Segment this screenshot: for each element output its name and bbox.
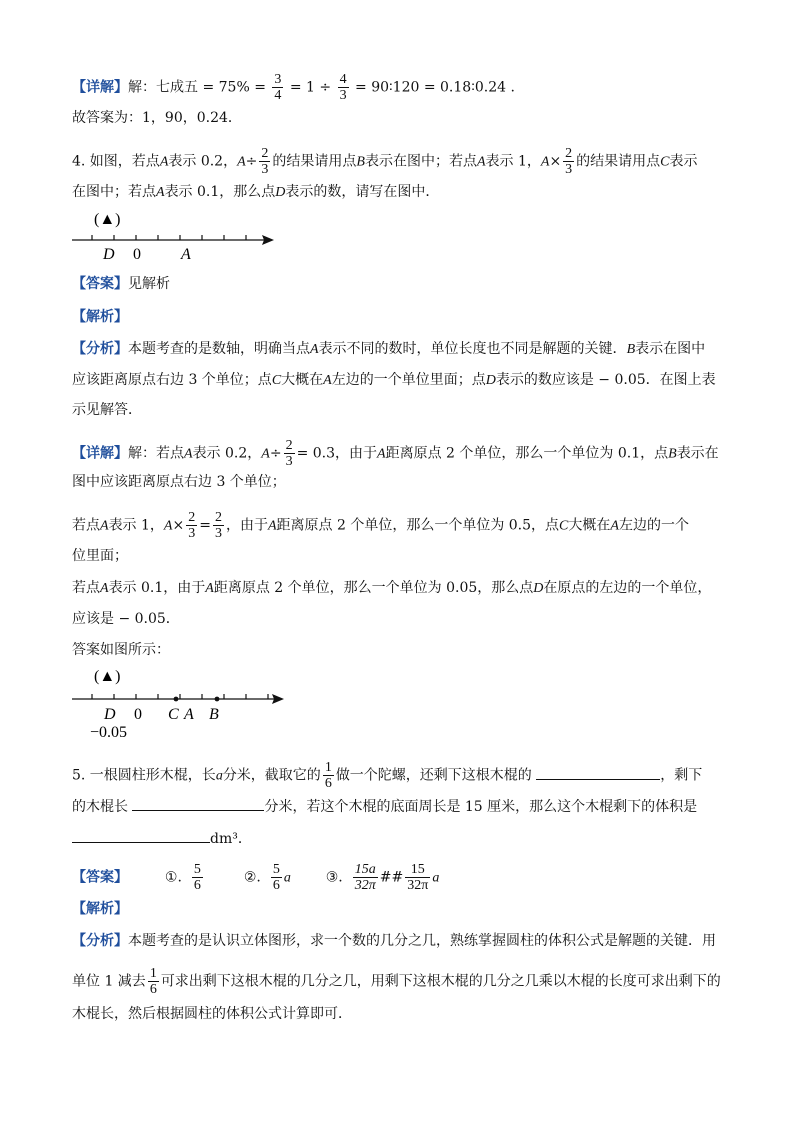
q4-answer-line: 【答案】见解析	[72, 276, 170, 292]
label-neg-0-05: −0.05	[90, 724, 128, 741]
fraction-2-3: $\frac{2}{3}$	[261, 146, 269, 177]
q5-fenxi-line2: 单位 1 减去 $\frac{1}{6}$ 可求出剩下这根木棍的几分之几，用剩下这根木棍的几分之几乘以木棍的长度可求出剩下的	[72, 966, 721, 997]
answer-1-fraction: $\frac{5}{6}$	[193, 862, 201, 893]
number-line-question	[66, 205, 286, 267]
q4-fenxi-line2: 应该距离原点右边 3 个单位；点C大概在A左边的一个单位里面；点D表示的数应该是 − 0.05．在图上表	[72, 372, 716, 388]
label-D: D	[104, 706, 116, 723]
detail-prefix: 解：七成五	[128, 79, 198, 96]
q4-detail-line3: 若点A表示 1，A× $\frac{2}{3}$ = $\frac{2}{3}$ ，由于A距离原点 2 个单位，那么一个单位为 0.5，点C大概在A左边的一个	[72, 510, 689, 541]
q5-answer-line: 【答案】 ①. $\frac{5}{6}$ ②. $\frac{5}{6}$ a ③. $\frac{15a}{32\pi}$ ## $\frac{15}{32\pi}$ a	[72, 862, 440, 893]
q4-detail-line6: 应该是 − 0.05．	[72, 611, 180, 627]
number-line-answer	[66, 662, 296, 742]
fraction-4-3: $\frac{4}{3}$	[339, 72, 347, 103]
label-A: A	[184, 706, 194, 723]
q4-detail-line2: 图中应该距离原点右边 3 个单位；	[72, 474, 286, 490]
fraction-3-4: $\frac{3}{4}$	[274, 72, 282, 103]
fraction-1-6: $\frac{1}{6}$	[324, 760, 332, 791]
answer-marker-label: (▲)	[94, 668, 121, 685]
q5-line3: dm³．	[72, 828, 252, 849]
prev-detail-line	[72, 72, 515, 103]
point-B	[215, 697, 220, 702]
detail-eq2: = 1 ÷	[289, 79, 332, 96]
q5-fenxi-line1: 【分析】本题考查的是认识立体图形，求一个数的几分之几，熟练掌握圆柱的体积公式是解题的关键．用	[72, 933, 716, 949]
q4-detail-line7: 答案如图所示：	[72, 642, 170, 658]
label-zero: 0	[133, 246, 141, 263]
label-zero: 0	[134, 706, 142, 723]
q4-fenxi-line1: 【分析】本题考查的是数轴，明确当点A表示不同的数时，单位长度也不同是解题的关键．B表示在图中	[72, 341, 706, 357]
q4-analysis-tag: 【解析】	[72, 309, 128, 325]
answer-3-fraction-a: $\frac{15a}{32\pi}$	[354, 862, 376, 893]
prev-answer: 故答案为：1，90，0.24．	[72, 110, 242, 126]
detail-eq: = 75% =	[202, 79, 266, 96]
label-D: D	[103, 246, 115, 263]
q4-detail-line5: 若点A表示 0.1，由于A距离原点 2 个单位，那么一个单位为 0.05，那么点D在原点的左边的一个单位，	[72, 580, 712, 596]
label-B: B	[209, 706, 219, 723]
fraction-2-3: $\frac{2}{3}$	[188, 510, 196, 541]
fraction-2-3: $\frac{2}{3}$	[565, 146, 573, 177]
detail-tail: = 90∶120 = 0.18∶0.24 .	[355, 79, 515, 96]
fraction-2-3: $\frac{2}{3}$	[285, 438, 293, 469]
q4-detail-line1: 【详解】解：若点A表示 0.2，A÷ $\frac{2}{3}$ = 0.3，由于A距离原点 2 个单位，那么一个单位为 0.1，点B表示在	[72, 438, 719, 469]
q4-detail-line4: 位里面；	[72, 548, 128, 564]
answer-blank-3[interactable]	[72, 828, 210, 843]
marker-label: (▲)	[94, 211, 121, 228]
label-A: A	[181, 246, 191, 263]
fraction-2-3: $\frac{2}{3}$	[214, 510, 222, 541]
q4-line2: 在图中；若点A表示 0.1，那么点D表示的数，请写在图中．	[72, 184, 440, 200]
point-C	[174, 697, 179, 702]
q5-line1: 5. 一根圆柱形木棍，长a分米，截取它的 $\frac{1}{6}$ 做一个陀螺，还剩下这根木棍的 ，剩下	[72, 760, 703, 791]
fraction-1-6: $\frac{1}{6}$	[149, 966, 157, 997]
answer-blank-2[interactable]	[132, 796, 264, 811]
label-C: C	[168, 706, 179, 723]
answer-2-fraction: $\frac{5}{6}$	[272, 862, 280, 893]
q4-line1: 4. 如图，若点A表示 0.2，A÷ $\frac{2}{3}$ 的结果请用点B表示在图中；若点A表示 1，A× $\frac{2}{3}$ 的结果请用点C表示	[72, 146, 698, 177]
detail-tag: 【详解】	[72, 79, 128, 96]
q5-line2: 的木棍长 分米，若这个木棍的底面周长是 15 厘米，那么这个木棍剩下的体积是	[72, 796, 697, 817]
q4-fenxi-line3: 示见解答．	[72, 402, 142, 418]
q5-fenxi-line3: 木棍长，然后根据圆柱的体积公式计算即可．	[72, 1006, 352, 1022]
answer-3-fraction-b: $\frac{15}{32\pi}$	[407, 862, 429, 893]
answer-blank-1[interactable]	[536, 765, 660, 780]
q5-analysis-tag: 【解析】	[72, 901, 128, 917]
